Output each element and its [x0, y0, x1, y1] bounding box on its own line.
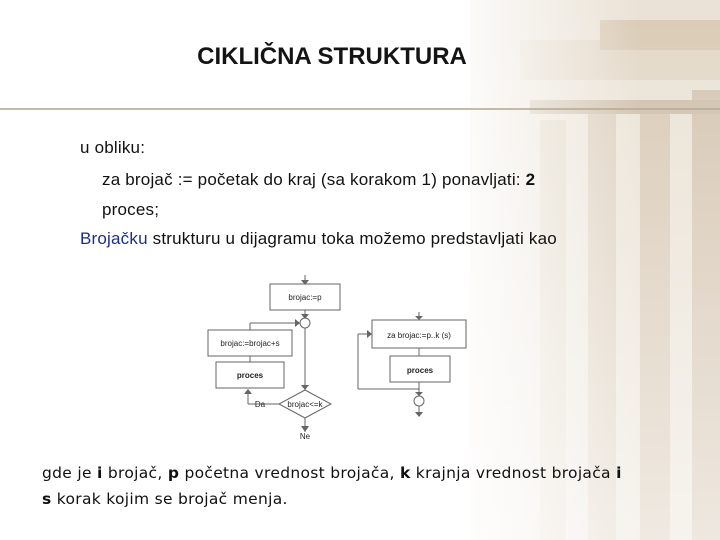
left-box-init-label: brojac:=p	[288, 293, 322, 302]
left-box-increment-label: brojac:=brojac+s	[220, 339, 280, 348]
left-da-label: Da	[254, 400, 266, 409]
footer-var-p: p	[167, 464, 180, 482]
footer-part-4: krajnja vrednost brojača	[410, 464, 617, 482]
left-box-process-label: proces	[236, 371, 264, 380]
text-line-4-rest: strukturu u dijagramu toka možemo predstavljati kao	[147, 229, 557, 248]
left-decision-label: brojac<=k	[287, 400, 323, 409]
text-line-2-main: za brojač := početak do kraj (sa korakom 1) ponavljati:	[102, 170, 526, 189]
arrow-5	[295, 319, 300, 327]
left-ne-label: Ne	[299, 432, 311, 441]
arrow-8	[367, 330, 372, 338]
arrow-9	[415, 392, 423, 396]
arrow-4	[244, 389, 252, 394]
text-line-1: u obliku:	[80, 138, 146, 157]
right-box-loop-label: za brojac:=p..k (s)	[387, 331, 451, 340]
footer-part-2: brojač,	[102, 464, 168, 482]
footer-text	[42, 460, 652, 512]
footer-var-i: i	[97, 464, 103, 482]
slide-title: CIKLIČNA STRUKTURA	[197, 43, 467, 70]
footer-part-1: gde je	[42, 464, 98, 482]
footer-var-s: s	[42, 490, 52, 508]
text-line-2-number: 2	[525, 170, 536, 189]
right-join-circle	[414, 396, 424, 406]
footer-var-k: k	[399, 464, 411, 482]
right-box-process-label: proces	[406, 366, 434, 375]
left-join-circle	[300, 318, 310, 328]
footer-part-3: početna vrednost brojača,	[179, 464, 400, 482]
text-line-3: proces;	[102, 200, 160, 219]
footer-part-5: korak kojim se brojač menja.	[51, 490, 288, 508]
arrow-7	[415, 316, 423, 320]
arrow-3	[301, 385, 309, 390]
arrow-2	[301, 314, 309, 319]
text-line-4-highlight: Brojačku	[80, 229, 148, 248]
footer-conj-i: i	[616, 464, 622, 482]
arrow-10	[415, 412, 423, 417]
